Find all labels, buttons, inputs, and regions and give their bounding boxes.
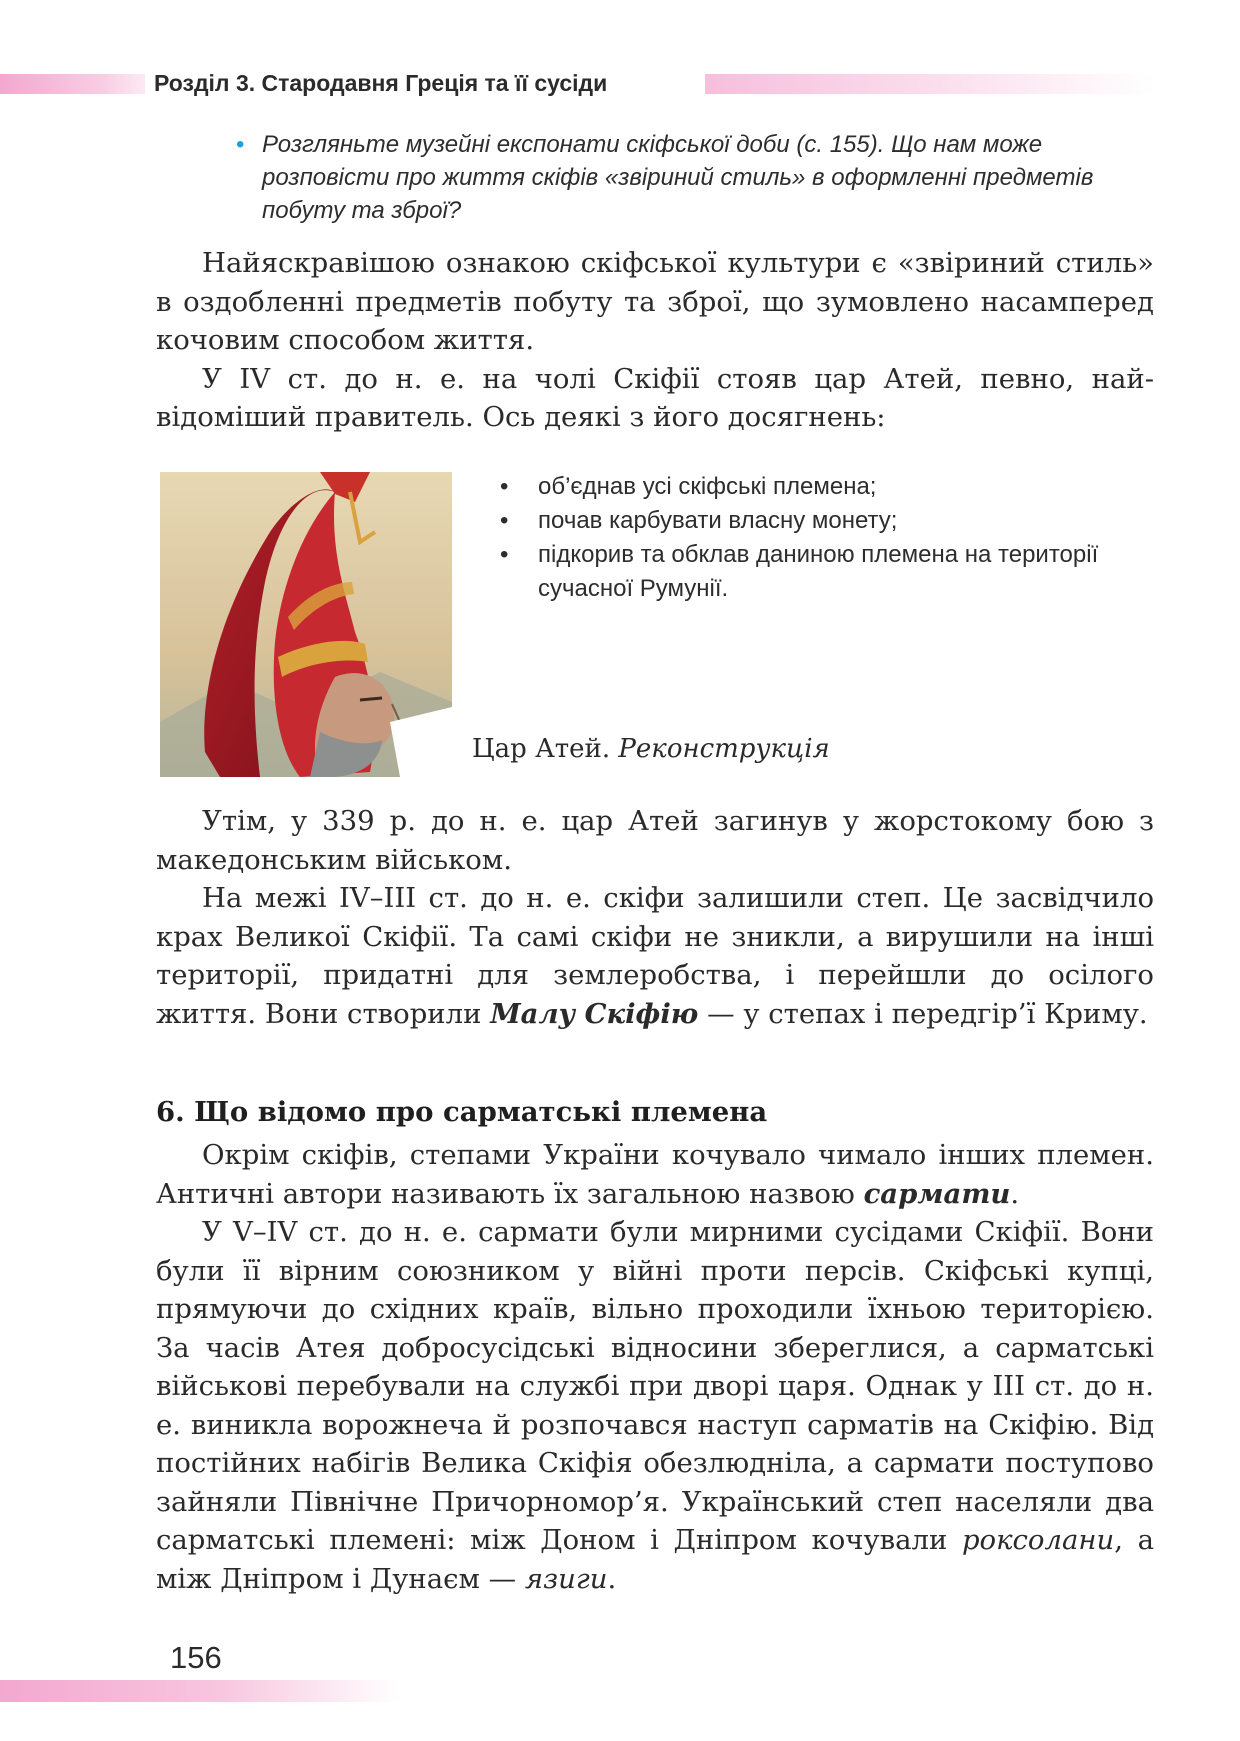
section6-paragraph-2 [156, 1213, 1154, 1598]
caption-italic: Реконструкція [618, 734, 830, 764]
task-text: Розгляньте музейні експонати скіфської доби (с. 155). Що нам може розповісти про життя скіфів «звіриний стиль» в оформленні предметів побуту та зброї? [262, 131, 1094, 224]
list-item: • об’єднав усі скіфські племена; [500, 470, 1140, 504]
figure-caption [472, 732, 830, 766]
term-yazyhy: язиги [524, 1562, 608, 1595]
footer-accent-bar [0, 1680, 400, 1702]
king-atey-portrait [160, 472, 452, 777]
after-paragraph-2 [156, 879, 1154, 1033]
section-title: 6. Що відомо про сарматські племена [156, 1096, 768, 1128]
section6-text [156, 1136, 1154, 1598]
list-item: • почав карбувати власну монету; [500, 504, 1140, 538]
portrait-illustration [160, 472, 452, 777]
intro-paragraph-1: Найяскравішою ознакою скіфської культури є «звіриний стиль» в оздобленні предметів побуту та зброї, що зумовлено насамперед кочовим способом життя. [156, 247, 1154, 356]
task-prompt [236, 128, 1162, 227]
header-accent-bar-left [0, 74, 145, 94]
s6-p1-end: . [1010, 1177, 1020, 1210]
s6-p1-start: Окрім скіфів, степами України кочувало чимало інших племен. Античні автори називають їх загальною назвою [156, 1139, 1154, 1210]
achievements-list [500, 470, 1140, 606]
after-p2-end: — у степах і передгір’ї Криму. [698, 997, 1148, 1030]
task-bullet-icon: • [236, 131, 245, 158]
term-roksolany: роксолани [961, 1524, 1115, 1556]
chapter-title: Розділ 3. Стародавня Греція та її сусіди [154, 70, 608, 96]
list-item: • підкорив та обклав даниною племена на території сучасної Румунії. [500, 538, 1140, 606]
after-figure-text [156, 802, 1154, 1033]
header-accent-bar-right [705, 74, 1155, 94]
caption-plain: Цар Атей. [472, 734, 611, 764]
section6-paragraph-1 [156, 1136, 1154, 1213]
s6-p2-start: У V–IV ст. до н. е. сармати були мирними сусідами Скіфії. Вони були її вірним союзником у війні проти персів. Скіфські купці, прямуючи до східних країв, вільно проходили їхньою територією. За часів Атея добросусідські відносини збереглися, а сарматські військові перебували на службі при дворі царя. Однак у III ст. до н. е. виникла ворожнеча й розпочався наступ сарматів на Скіфію. Від постійних набігів Велика Скіфія обезлюдніла, а сармати поступово зайняли Північне Причорномор’я. Український степ населяли два сарматські племені: між Доном і Дніпром кочували [156, 1216, 1154, 1556]
after-p2-start: На межі IV–III ст. до н. е. скіфи залишили степ. Це засвідчило крах Великої Скіфії. Та самі скіфи не зникли, а вирушили на інші території, придатні для землеробства, і перейшли до осілого життя. Вони створили [156, 882, 1154, 1030]
after-paragraph-1: Утім, у 339 р. до н. е. цар Атей загинув у жорстокому бою з македонським військом. [156, 805, 1154, 876]
term-mala-skifiia: Малу Скіфію [490, 997, 699, 1030]
term-sarmaty: сармати [863, 1177, 1011, 1210]
intro-paragraph-2: У IV ст. до н. е. на чолі Скіфії стояв цар Атей, певно, найвідоміший правитель. Ось деякі з його досягнень: [156, 362, 1154, 433]
intro-text [156, 244, 1154, 437]
s6-p2-mid: , а між Дніпром і Дунаєм — [156, 1524, 1154, 1595]
chapter-header [0, 68, 1240, 98]
page-number: 156 [170, 1640, 222, 1675]
s6-p2-end: . [607, 1562, 617, 1595]
